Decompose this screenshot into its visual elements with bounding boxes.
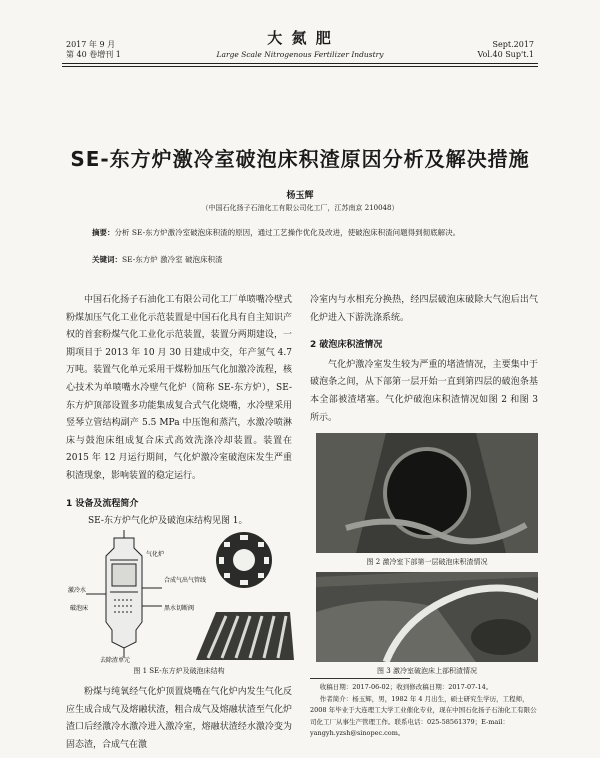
header-date-en — [478, 40, 534, 60]
label-foam-bed: 破泡床 — [70, 605, 89, 612]
keywords-text: SE-东方炉 激冷室 破泡床积渣 — [122, 255, 223, 264]
article-title: SE-东方炉激冷室破泡床积渣原因分析及解决措施 — [70, 147, 530, 171]
section-2-paragraph: 气化炉激冷室发生较为严重的堵渣情况，主要集中于破泡条之间，从下部第一层开始一直到第四层的破泡条基本全部被渣堵塞。气化炉破泡床积渣情况如图 2 和图 3 所示。 — [310, 359, 538, 423]
gasifier-vessel — [86, 530, 165, 658]
footnote-received: 收稿日期：2017-06-02；收到修改稿日期：2017-07-14。 — [319, 683, 493, 691]
foam-breaker-plate-image — [216, 532, 272, 588]
header-date-line: 2017 年 9 月 — [66, 40, 116, 49]
keywords — [92, 254, 504, 265]
right-column — [310, 292, 538, 427]
header-date — [66, 40, 121, 60]
figure-3-caption: 图 3 激冷室破泡床上部积渣情况 — [377, 667, 477, 675]
footnote-rule — [310, 678, 410, 679]
intro-paragraph: 中国石化扬子石油化工有限公司化工厂单喷嘴冷壁式粉煤加压气化工业化示范装置是中国石化具有自主知识产权的首套粉煤气化工业化示范装置，装置分两期建设，一期项目于 2013 年 10 月 30 日建成中交，年产氢气 4.7 万吨。装置气化单元采用干煤粉加压气化加激冷流程，核心技术为单喷嘴水冷壁气化炉（简称 SE-东方炉），SE-东方炉顶部设置多功能集成复合式气化烧嘴，水冷壁采用竖琴立管结构副产 5.5 MPa 中压饱和蒸汽，水激冷喷淋床与鼓泡床组成复合床式高效洗涤冷却装置。装置在 2015 年 12 月运行期间，气化炉激冷室破泡床发生严重积渣现象，影响装置的稳定运行。 — [66, 295, 292, 481]
figure-1-intro: SE-东方炉气化炉及破泡床结构见图 1。 — [88, 516, 248, 526]
figure-1-diagram — [66, 530, 296, 663]
article-author: 杨玉辉 — [286, 191, 314, 201]
abstract-text: 分析 SE-东方炉激冷室破泡床积渣的原因，通过工艺操作优化及改进，使破泡床积渣问题得到彻底解决。 — [114, 228, 461, 237]
journal-name-en: Large Scale Nitrogenous Fertilizer Industry — [216, 50, 384, 59]
process-paragraph: 粉煤与纯氧经气化炉顶置烧嘴在气化炉内发生气化反应生成合成气及熔融状渣，粗合成气及熔融状渣至气化炉渣口后经激冷水激冷进入激冷室，熔融状渣经水激冷变为固态渣，合成气在激 — [66, 687, 292, 750]
header-volume-en-line: Vol.40 Sup't.1 — [477, 50, 534, 59]
header-rule — [62, 63, 538, 67]
label-gasifier: 气化炉 — [146, 551, 165, 558]
label-quench-water: 激冷水 — [68, 587, 87, 594]
figure-1-caption: 图 1 SE-东方炉及破泡床结构 — [133, 667, 225, 675]
journal-name-cn: 大 氮 肥 — [267, 29, 333, 47]
footnote-bio: 作者简介：杨玉辉，男，1982 年 4 月出生，硕士研究生学历，工程师，2008 年毕业于大连理工大学工业催化专业，现在中国石化扬子石油化工有限公司化工厂从事生产管理工作。联系电话：025-58561379；E-mail：yangyh.yzsh@sinopec.com。 — [310, 694, 537, 737]
article-affiliation: （中国石化扬子石油化工有限公司化工厂，江苏南京 210048） — [201, 204, 399, 212]
label-syngas-outlet: 合成气出气管线 — [164, 577, 207, 584]
foam-bed-bars-image — [196, 612, 294, 660]
section-1-heading: 1 设备及流程简介 — [66, 499, 139, 509]
header-date-en-line: Sept.2017 — [492, 40, 534, 49]
figure-3-photo — [316, 572, 538, 662]
figure-2-photo — [316, 433, 538, 553]
figure-2-caption: 图 2 激冷室下部第一层破泡床积渣情况 — [366, 558, 488, 566]
section-2-heading: 2 破泡床积渣情况 — [310, 340, 383, 351]
keywords-label: 关键词： — [92, 255, 122, 264]
journal-masthead — [180, 30, 420, 59]
footnote — [310, 682, 540, 740]
right-continued-paragraph: 冷室内与水相充分换热，经四层破泡床破除大气泡后出气化炉进入下游洗涤系统。 — [310, 295, 538, 323]
label-black-water: 黑水切断阀 — [164, 605, 195, 612]
abstract-label: 摘要： — [92, 228, 115, 237]
label-slag-unit: 去除渣单元 — [100, 657, 131, 663]
left-column — [66, 292, 292, 486]
header-volume-line: 第 40 卷增刊 1 — [66, 50, 121, 59]
abstract — [92, 226, 504, 239]
left-column-continued — [66, 684, 292, 754]
